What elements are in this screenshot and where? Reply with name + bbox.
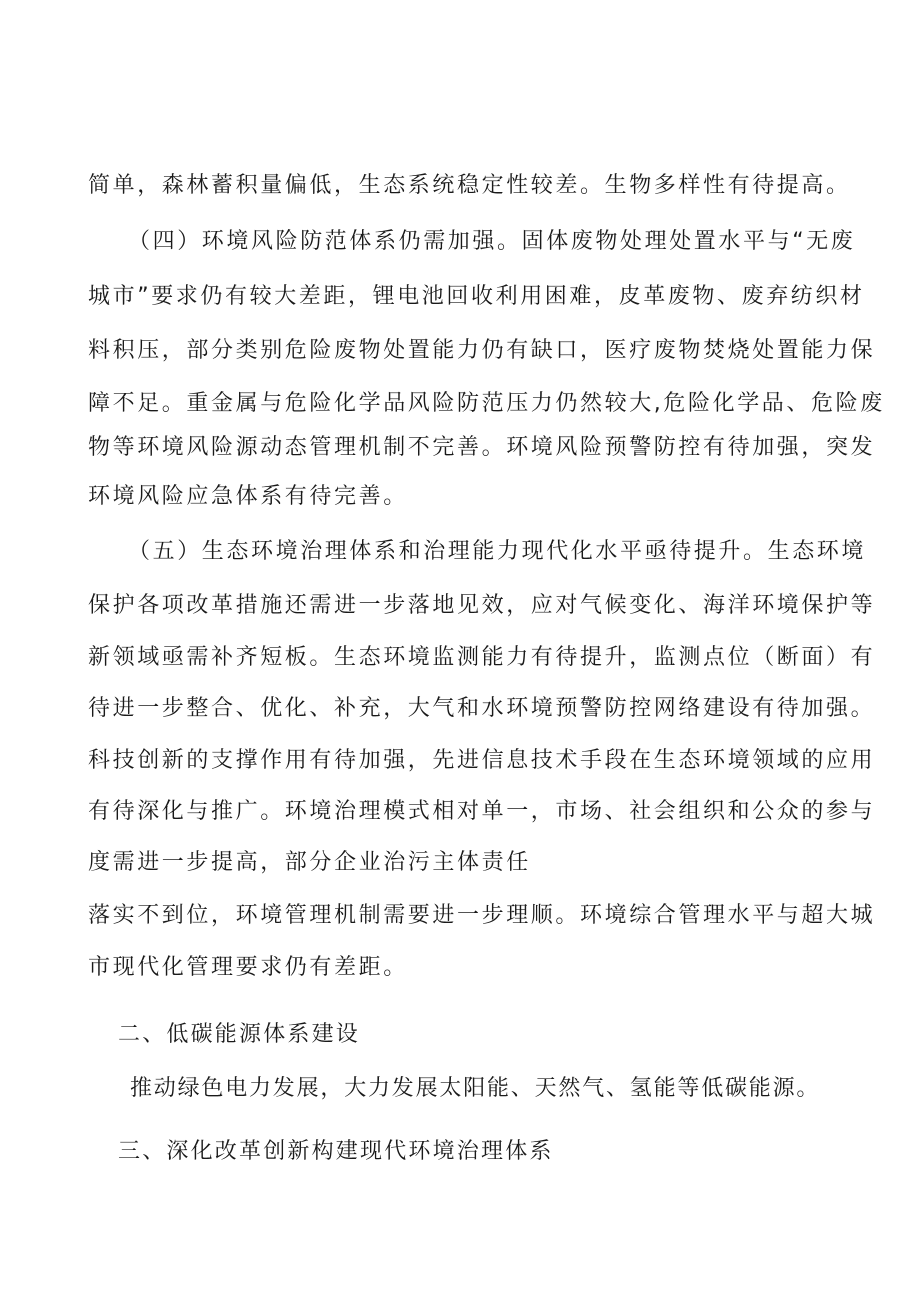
paragraph-line: 简单，森林蓄积量偏低，生态系统稳定性较差。生物多样性有待提高。 [88, 173, 851, 198]
paragraph-line: 待进一步整合、优化、补充，大气和水环境预警防控网络建设有待加强。 [88, 696, 876, 721]
paragraph-line: 保护各项改革措施还需进一步落地见效，应对气候变化、海洋环境保护等 [88, 593, 876, 618]
section-heading: 二、低碳能源体系建设 [118, 1022, 361, 1047]
paragraph-line: 城市”要求仍有较大差距，锂电池回收利用困难，皮革废物、废弃纺织材 [88, 284, 865, 309]
paragraph-line: 市现代化管理要求仍有差距。 [88, 955, 408, 980]
paragraph-line: 物等环境风险源动态管理机制不完善。环境风险预警防控有待加强，突发 [88, 435, 876, 460]
paragraph-line: 料积压，部分类别危险废物处置能力仍有缺口，医疗废物焚烧处置能力保 [88, 338, 876, 363]
paragraph-line: 障不足。重金属与危险化学品风险防范压力仍然较大,危险化学品、危险废 [88, 391, 885, 416]
paragraph-line: 度需进一步提高，部分企业治污主体责任 [88, 850, 531, 875]
paragraph-line: 有待深化与推广。环境治理模式相对单一，市场、社会组织和公众的参与 [88, 799, 876, 824]
paragraph-line: 环境风险应急体系有待完善。 [88, 484, 408, 509]
paragraph-line: 新领域亟需补齐短板。生态环境监测能力有待提升，监测点位（断面）有 [88, 645, 876, 670]
paragraph-line: 落实不到位，环境管理机制需要进一步理顺。环境综合管理水平与超大城 [88, 903, 876, 928]
paragraph-line: （四）环境风险防范体系仍需加强。固体废物处理处置水平与“无废 [128, 229, 856, 254]
paragraph-line: （五）生态环境治理体系和治理能力现代化水平亟待提升。生态环境 [128, 539, 867, 564]
paragraph-line: 推动绿色电力发展，大力发展太阳能、天然气、氢能等低碳能源。 [130, 1076, 821, 1101]
paragraph-line: 科技创新的支撑作用有待加强，先进信息技术手段在生态环境领域的应用 [88, 748, 876, 773]
section-heading: 三、深化改革创新构建现代环境治理体系 [118, 1139, 554, 1164]
